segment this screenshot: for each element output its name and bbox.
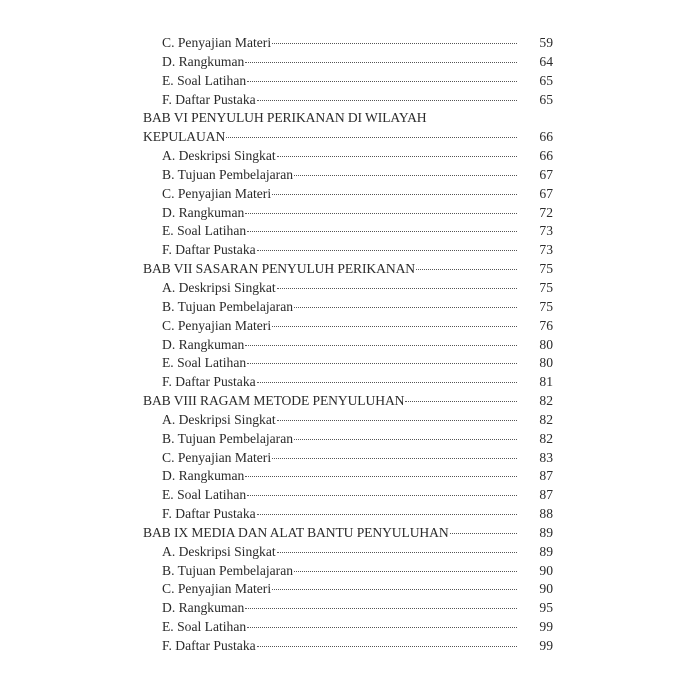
toc-page-number: 75 bbox=[539, 298, 553, 314]
toc-page-number: 59 bbox=[539, 35, 553, 50]
toc-page-number: 67 bbox=[539, 185, 553, 201]
toc-page-number: 83 bbox=[539, 449, 553, 465]
toc-page-number: 67 bbox=[539, 166, 553, 182]
toc-section-entry[interactable] bbox=[143, 543, 553, 562]
toc-section-entry[interactable] bbox=[143, 204, 553, 223]
toc-page-number: 95 bbox=[539, 600, 553, 616]
toc-section-entry[interactable] bbox=[143, 486, 553, 505]
toc-page-number: 89 bbox=[539, 543, 553, 559]
toc-section-entry[interactable] bbox=[143, 241, 553, 260]
toc-section-entry[interactable] bbox=[143, 505, 553, 524]
dot-leader bbox=[245, 212, 517, 214]
toc-page-number: 75 bbox=[539, 279, 553, 295]
toc-section-entry[interactable] bbox=[143, 599, 553, 618]
toc-entry-label: C. Penyajian Materi bbox=[162, 581, 272, 597]
toc-entry-label: BAB VI PENYULUH PERIKANAN DI WILAYAH bbox=[143, 110, 427, 126]
toc-entry-label: E. Soal Latihan bbox=[162, 355, 247, 371]
toc-entry-label: F. Daftar Pustaka bbox=[162, 374, 256, 390]
toc-entry-label: F. Daftar Pustaka bbox=[162, 91, 256, 107]
toc-page-number: 90 bbox=[539, 562, 553, 578]
toc-entry-label: D. Rangkuman bbox=[162, 336, 245, 352]
toc-entry-label: BAB VIII RAGAM METODE PENYULUHAN bbox=[143, 393, 405, 409]
toc-entry-label: D. Rangkuman bbox=[162, 204, 245, 220]
table-of-contents bbox=[143, 34, 553, 656]
toc-page-number: 80 bbox=[539, 336, 553, 352]
toc-section-entry[interactable] bbox=[143, 166, 553, 185]
toc-page-number: 73 bbox=[539, 223, 553, 239]
dot-leader bbox=[277, 155, 517, 157]
toc-section-entry[interactable] bbox=[143, 467, 553, 486]
dot-leader bbox=[272, 42, 517, 44]
toc-entry-label: A. Deskripsi Singkat bbox=[162, 543, 276, 559]
toc-entry-label: A. Deskripsi Singkat bbox=[162, 148, 276, 164]
dot-leader bbox=[257, 513, 517, 515]
toc-page-number: 87 bbox=[539, 487, 553, 503]
toc-entry-label: B. Tujuan Pembelajaran bbox=[162, 430, 294, 446]
toc-chapter-entry[interactable] bbox=[143, 128, 553, 147]
toc-entry-label: A. Deskripsi Singkat bbox=[162, 411, 276, 427]
toc-entry-label: F. Daftar Pustaka bbox=[162, 506, 256, 522]
toc-section-entry[interactable] bbox=[143, 298, 553, 317]
dot-leader bbox=[272, 193, 517, 195]
toc-entry-label: E. Soal Latihan bbox=[162, 619, 247, 635]
toc-page-number: 75 bbox=[539, 261, 553, 277]
toc-chapter-entry[interactable] bbox=[143, 260, 553, 279]
toc-page-number: 64 bbox=[539, 53, 553, 69]
dot-leader bbox=[416, 268, 517, 270]
toc-section-entry[interactable] bbox=[143, 222, 553, 241]
toc-page-number: 99 bbox=[539, 619, 553, 635]
toc-page-number: 72 bbox=[539, 204, 553, 220]
toc-entry-label: C. Penyajian Materi bbox=[162, 317, 272, 333]
toc-page-number: 76 bbox=[539, 317, 553, 333]
dot-leader bbox=[450, 532, 517, 534]
toc-section-entry[interactable] bbox=[143, 34, 553, 53]
toc-entry-label: E. Soal Latihan bbox=[162, 223, 247, 239]
toc-section-entry[interactable] bbox=[143, 449, 553, 468]
dot-leader bbox=[245, 607, 517, 609]
toc-page-number: 89 bbox=[539, 524, 553, 540]
toc-section-entry[interactable] bbox=[143, 618, 553, 637]
toc-entry-label: BAB IX MEDIA DAN ALAT BANTU PENYULUHAN bbox=[143, 524, 449, 540]
toc-page-number: 88 bbox=[539, 506, 553, 522]
toc-entry-label: A. Deskripsi Singkat bbox=[162, 279, 276, 295]
toc-section-entry[interactable] bbox=[143, 147, 553, 166]
dot-leader bbox=[277, 419, 517, 421]
dot-leader bbox=[247, 626, 517, 628]
toc-entry-label: E. Soal Latihan bbox=[162, 487, 247, 503]
toc-chapter-entry[interactable] bbox=[143, 109, 553, 128]
toc-section-entry[interactable] bbox=[143, 373, 553, 392]
toc-entry-label: B. Tujuan Pembelajaran bbox=[162, 562, 294, 578]
toc-page-number: 80 bbox=[539, 355, 553, 371]
toc-section-entry[interactable] bbox=[143, 91, 553, 110]
dot-leader bbox=[247, 80, 517, 82]
dot-leader bbox=[294, 306, 517, 308]
toc-page-number: 82 bbox=[539, 430, 553, 446]
dot-leader bbox=[226, 136, 517, 138]
toc-section-entry[interactable] bbox=[143, 580, 553, 599]
toc-entry-label: F. Daftar Pustaka bbox=[162, 638, 256, 653]
dot-leader bbox=[247, 494, 517, 496]
toc-entry-label: KEPULAUAN bbox=[143, 129, 226, 145]
toc-section-entry[interactable] bbox=[143, 562, 553, 581]
toc-page-number: 81 bbox=[539, 374, 553, 390]
toc-entry-label: D. Rangkuman bbox=[162, 53, 245, 69]
dot-leader bbox=[257, 249, 517, 251]
dot-leader bbox=[245, 475, 517, 477]
toc-page-number: 73 bbox=[539, 242, 553, 258]
dot-leader bbox=[272, 588, 517, 590]
toc-page-number: 99 bbox=[539, 638, 553, 653]
dot-leader bbox=[247, 230, 517, 232]
toc-entry-label: B. Tujuan Pembelajaran bbox=[162, 298, 294, 314]
dot-leader bbox=[245, 61, 517, 63]
dot-leader bbox=[247, 362, 517, 364]
toc-section-entry[interactable] bbox=[143, 430, 553, 449]
dot-leader bbox=[272, 457, 517, 459]
dot-leader bbox=[405, 400, 517, 402]
dot-leader bbox=[277, 551, 517, 553]
toc-entry-label: C. Penyajian Materi bbox=[162, 185, 272, 201]
toc-entry-label: B. Tujuan Pembelajaran bbox=[162, 166, 294, 182]
toc-section-entry[interactable] bbox=[143, 279, 553, 298]
toc-entry-label: C. Penyajian Materi bbox=[162, 35, 272, 50]
dot-leader bbox=[272, 325, 517, 327]
toc-section-entry[interactable] bbox=[143, 185, 553, 204]
toc-page-number: 66 bbox=[539, 129, 553, 145]
dot-leader bbox=[294, 570, 517, 572]
toc-page-number: 65 bbox=[539, 91, 553, 107]
toc-section-entry[interactable] bbox=[143, 411, 553, 430]
toc-section-entry[interactable] bbox=[143, 53, 553, 72]
toc-section-entry[interactable] bbox=[143, 354, 553, 373]
toc-page-number: 65 bbox=[539, 72, 553, 88]
toc-section-entry[interactable] bbox=[143, 637, 553, 656]
dot-leader bbox=[257, 645, 517, 647]
toc-chapter-entry[interactable] bbox=[143, 524, 553, 543]
toc-entry-label: BAB VII SASARAN PENYULUH PERIKANAN bbox=[143, 261, 416, 277]
toc-page-number: 87 bbox=[539, 468, 553, 484]
dot-leader bbox=[294, 438, 517, 440]
toc-page-number: 82 bbox=[539, 393, 553, 409]
toc-chapter-entry[interactable] bbox=[143, 392, 553, 411]
toc-entry-label: E. Soal Latihan bbox=[162, 72, 247, 88]
toc-entry-label: F. Daftar Pustaka bbox=[162, 242, 256, 258]
toc-entry-label: C. Penyajian Materi bbox=[162, 449, 272, 465]
toc-section-entry[interactable] bbox=[143, 72, 553, 91]
toc-entry-label: D. Rangkuman bbox=[162, 600, 245, 616]
dot-leader bbox=[294, 174, 517, 176]
toc-page-number: 66 bbox=[539, 148, 553, 164]
toc-section-entry[interactable] bbox=[143, 317, 553, 336]
toc-entry-label: D. Rangkuman bbox=[162, 468, 245, 484]
dot-leader bbox=[277, 287, 517, 289]
dot-leader bbox=[245, 344, 517, 346]
toc-page-number: 90 bbox=[539, 581, 553, 597]
toc-page-number: 82 bbox=[539, 411, 553, 427]
dot-leader bbox=[257, 381, 517, 383]
toc-section-entry[interactable] bbox=[143, 336, 553, 355]
dot-leader bbox=[257, 99, 517, 101]
